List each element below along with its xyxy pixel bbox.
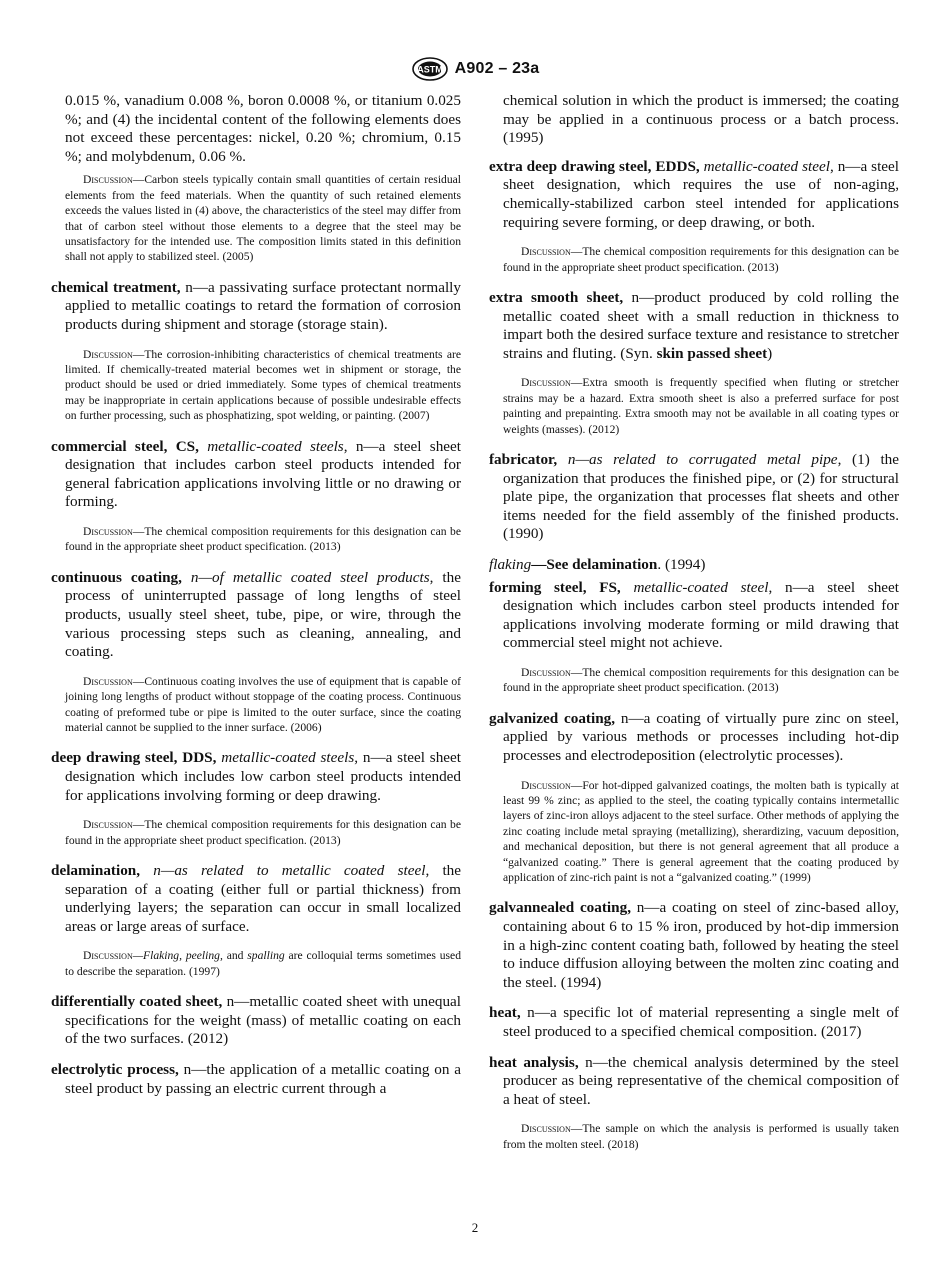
discussion-heat-analysis: Discussion—The sample on which the analysis is performed is usually taken from the molten steel. (2018) [503, 1122, 899, 1151]
discussion-forming-steel: Discussion—The chemical composition requirements for this designation can be found in the appropriate sheet product specification. (2013) [503, 665, 899, 695]
discussion-delamination: Discussion—Flaking, peeling, and spalling are colloquial terms sometimes used to describe the separation. (1997) [65, 949, 461, 978]
term-extra-deep-drawing-steel: extra deep drawing steel, EDDS, metallic-coated steel, n—a steel sheet designation, which requires the use of non-aging, chemically-stabilized carbon steel intended for applications requiring severe forming, or deep drawing, or both. [489, 157, 900, 231]
term-extra-smooth-sheet: extra smooth sheet, n—product produced by cold rolling the metallic coated sheet with a small reduction in thickness to impart both the desired surface texture and resistance to stretcher strains and fluting. (Syn. skin passed sheet) [489, 288, 899, 362]
term-forming-steel: forming steel, FS, metallic-coated steel, n—a steel sheet designation which includes carbon steel products intended for applications involving moderate forming or mild drawing that commercial steel might not achieve. [489, 578, 900, 652]
page-number: 2 [471, 1220, 479, 1235]
discussion-extra-deep-drawing-steel: Discussion—The chemical composition requirements for this designation can be found in the appropriate sheet product specification. (2013) [503, 245, 899, 274]
term-galvannealed-coating: galvannealed coating, n—a coating on steel of zinc-based alloy, containing about 6 to 15 % iron, produced by hot-dip immersion in a high-zinc content coating bath, followed by heating the steel to induce diffusion alloying between the molten zinc coating and the steel. (1994) [489, 899, 899, 991]
electrolytic-process-continuation: chemical solution in which the product is immersed; the coating may be applied in a continuous process or a batch process. (1995) [503, 92, 899, 147]
discussion-residual-elements: Discussion—Carbon steels typically contain small quantities of certain residual elements from the feed materials. When the quantity of such retained elements exceeds the values listed in (4) above, the characteristics of the steel may differ from that of carbon steel without those elements to a degree that the steel may be unsatisfactory for the intended use. The composition limits stated in this definition shall not apply to stabilized steel. (2005) [65, 173, 461, 264]
term-differentially-coated-sheet: differentially coated sheet, n—metallic coated sheet with unequal specifications for the weight (mass) of metallic coating on each of the two surfaces. (2012) [51, 993, 461, 1048]
logo-text: ASTM [416, 64, 443, 75]
discussion-galvanized-coating: Discussion—For hot-dipped galvanized coatings, the molten bath is typically at least 99 % zinc; as applied to the steel, the coating typically contains intermetallic layers of zinc-iron alloys adjacent to the steel surface. Other methods of applying the zinc coating include metal spraying (metallizing), sherardizing, vacuum deposition, and mechanical deposition, but there is not general agreement that all produce a “galvanized coating.” There is general agreement that the coating produced by application of zinc-rich paint is not a “galvanized coating.” (1999) [503, 778, 899, 884]
term-deep-drawing-steel: deep drawing steel, DDS, metallic-coated steels, n—a steel sheet designation which includes low carbon steel products intended for applications involving forming or deep drawing. [51, 749, 462, 804]
term-fabricator: fabricator, n—as related to corrugated metal pipe, (1) the organization that produces the finished pipe, or (2) for structural plate pipe, the organization that processes flat sheets and other items needed for the field assembly of the finished products. (1990) [489, 450, 899, 543]
term-electrolytic-process: electrolytic process, n—the application of a metallic coating on a steel product by passing an electric current through a [51, 1060, 462, 1097]
page-header [0, 56, 950, 82]
left-column [51, 92, 461, 1110]
term-commercial-steel: commercial steel, CS, metallic-coated steels, n—a steel sheet designation that includes carbon steel products intended for general fabrication applications involving little or no drawing or forming. [51, 437, 461, 511]
intro-continuation: 0.015 %, vanadium 0.008 %, boron 0.0008 %, or titanium 0.025 %; and (4) the incidental content of the following elements does not exceed these percentages: nickel, 0.20 %; chromium, 0.15 %; and molybdenum, 0.06 %. [65, 92, 461, 165]
term-galvanized-coating: galvanized coating, n—a coating of virtually pure zinc on steel, applied by various methods or processes including hot-dip processes and electrodeposition (electrolytic processes). [489, 709, 899, 764]
astm-logo-icon [411, 57, 449, 81]
term-heat: heat, n—a specific lot of material representing a single melt of steel produced to a specified chemical composition. (2017) [489, 1004, 899, 1040]
discussion-extra-smooth-sheet: Discussion—Extra smooth is frequently specified when fluting or stretcher strains may be a hazard. Extra smooth sheet is also a preferred surface for post painting and prepainting. Extra smooth may not be available in all coating types or weights (masses). (2012) [503, 376, 899, 436]
discussion-chemical-treatment: Discussion—The corrosion-inhibiting characteristics of chemical treatments are limited. If chemically-treated material becomes wet in shipment or storage, the product should be used or dried immediately. Some types of chemical treatments may be inappropriate in certain applications because of possible undesirable effects on further processing, such as phosphatizing, spot welding, or painting. (2007) [65, 347, 461, 423]
discussion-commercial-steel: Discussion—The chemical composition requirements for this designation can be found in the appropriate sheet product specification. (2013) [65, 525, 461, 554]
document-id: A902 – 23a [454, 60, 540, 77]
right-column [489, 92, 899, 1166]
term-delamination: delamination, n—as related to metallic coated steel, the separation of a coating (either full or partial thickness) from underlying layers; the separation can occur in small localized areas or large areas of surface. [51, 862, 462, 935]
term-chemical-treatment: chemical treatment, n—a passivating surface protectant normally applied to metallic coatings to retard the formation of corrosion products during shipment and storage (storage stain). [51, 278, 461, 333]
discussion-deep-drawing-steel: Discussion—The chemical composition requirements for this designation can be found in the appropriate sheet product specification. (2013) [65, 818, 461, 847]
discussion-continuous-coating: Discussion—Continuous coating involves the use of equipment that is capable of joining long lengths of product without stoppage of the coating process. Continuous coating of preformed tube or pipe is limited to the outer surface, since the coating material cannot be supplied to the inner surface. (2006) [65, 674, 461, 734]
term-continuous-coating: continuous coating, n—of metallic coated steel products, the process of uninterrupted passage of long lengths of steel products, usually steel sheet, tube, pipe, or wire, through the various processing steps such as cleaning, annealing, and coating. [51, 568, 461, 661]
term-heat-analysis: heat analysis, n—the chemical analysis determined by the steel producer as being representative of the chemical composition of a heat of steel. [489, 1053, 900, 1108]
term-flaking: flaking—See delamination. (1994) [489, 555, 706, 573]
